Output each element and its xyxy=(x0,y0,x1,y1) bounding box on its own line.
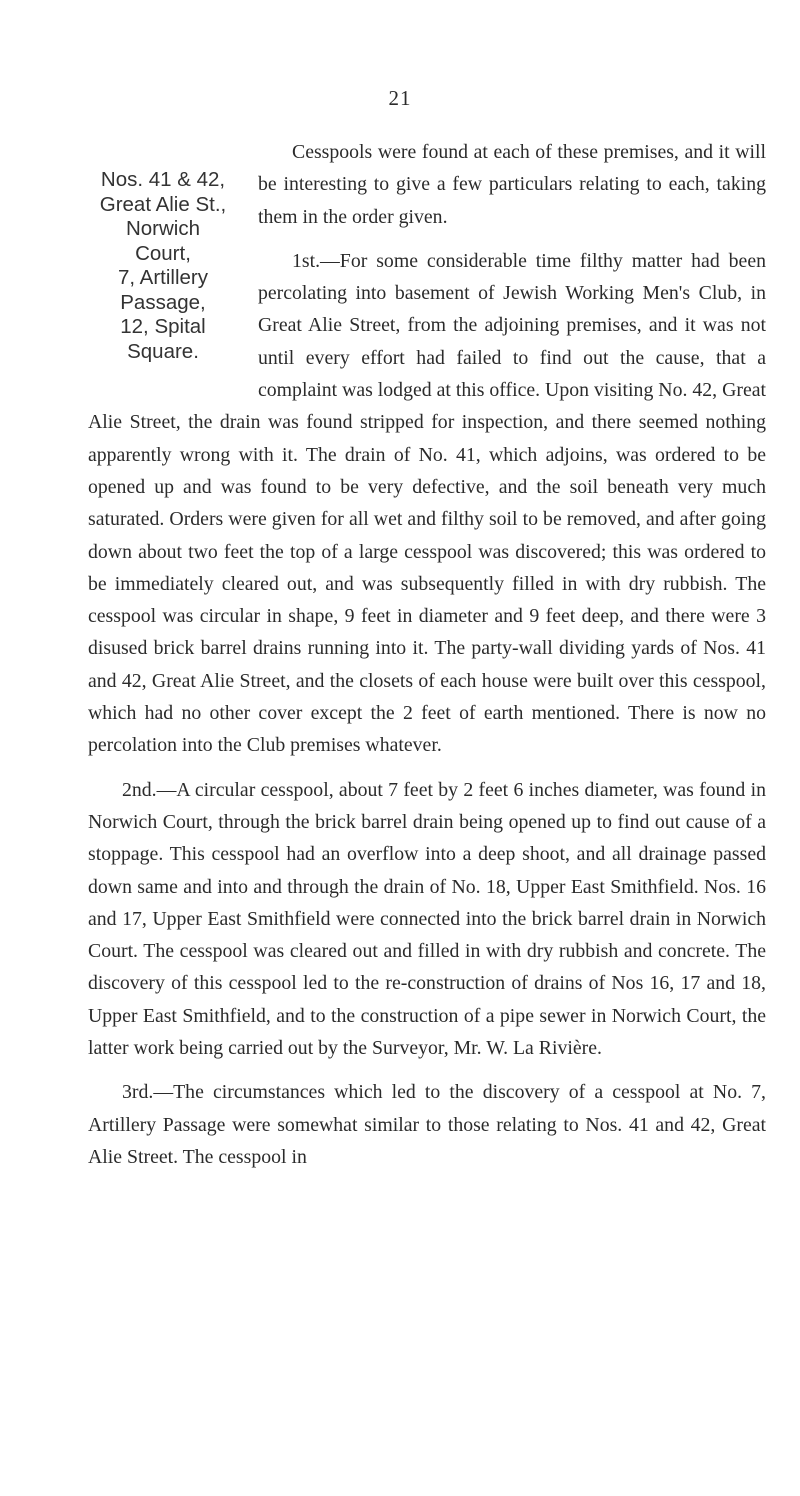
sidenote-line: Norwich xyxy=(125,217,201,240)
sidenote-spacer xyxy=(88,136,258,398)
page-number: 21 xyxy=(388,86,412,110)
paragraph-third-case: 3rd.—The circumstances which led to the discovery of a cesspool at No. 7, Artillery Passage were somewhat similar to those relating to Nos. 41 and 42, Great Alie Street. The cesspool in xyxy=(88,1081,766,1168)
sidenote-line: Square. xyxy=(127,339,199,363)
sidenote-line: Nos. 41 & 42, xyxy=(100,168,226,191)
sidenote-line: 7, Artillery xyxy=(118,266,208,289)
paragraph-intro: Cesspools were found at each of these premises, and it will be interesting to give a few particulars relating to each, taking them in the order given. xyxy=(258,141,766,228)
paragraph-second-case: 2nd.—A circular cesspool, about 7 feet by 2 feet 6 inches diameter, was found in Norwich Court, through the brick barrel drain being opened up to find out cause of a stoppage. This cesspool had an overflow into a deep shoot, and all drainage passed down same and into and through the drain of No. 18, Upper East Smithfield. Nos. 16 and 17, Upper East Smithfield were connected into the brick barrel drain in Norwich Court. The cesspool was cleared out and filled in with dry rubbish and concrete. The discovery of this cesspool led to the re-construction of drains of Nos 16, 17 and 18, Upper East Smithfield, and to the construction of a pipe sewer in Norwich Court, the latter work being carried out by the Surveyor, Mr. W. La Rivière. xyxy=(88,778,766,1060)
sidenote-line: Great Alie St., xyxy=(99,192,227,216)
paragraph-first-case: 1st.—For some considerable time filthy matter had been percolating into basement of Jewish Working Men's Club, in Great Alie Street, from the adjoining premises, and it was not until every effort had failed to find out the cause, that a complaint was lodged at this office. Upon visiting No. 42, Great Alie Street, the drain was found stripped for inspection, and there seemed nothing apparently wrong with it. The drain of No. 41, which adjoins, was ordered to be opened up and was found to be very defective, and the soil beneath very much saturated. Orders were given for all wet and filthy soil to be removed, and after going down about two feet the top of a large cesspool was discovered; this was ordered to be immediately cleared out, and was subsequently filled in with dry rubbish. The cesspool was circular in shape, 9 feet in diameter and 9 feet deep, and there were 3 disused brick barrel drains running into it. The party-wall dividing yards of Nos. 41 and 42, Great Alie Street, and the closets of each house were built over this cesspool, which had no other cover except the 2 feet of earth mentioned. There is now no percolation into the Club premises whatever. xyxy=(88,249,766,757)
body-text xyxy=(88,136,766,1185)
sidenote-line: Court, xyxy=(135,241,191,265)
sidenote-line: 12, Spital xyxy=(120,315,206,338)
sidenote-line: Passage, xyxy=(120,290,206,314)
